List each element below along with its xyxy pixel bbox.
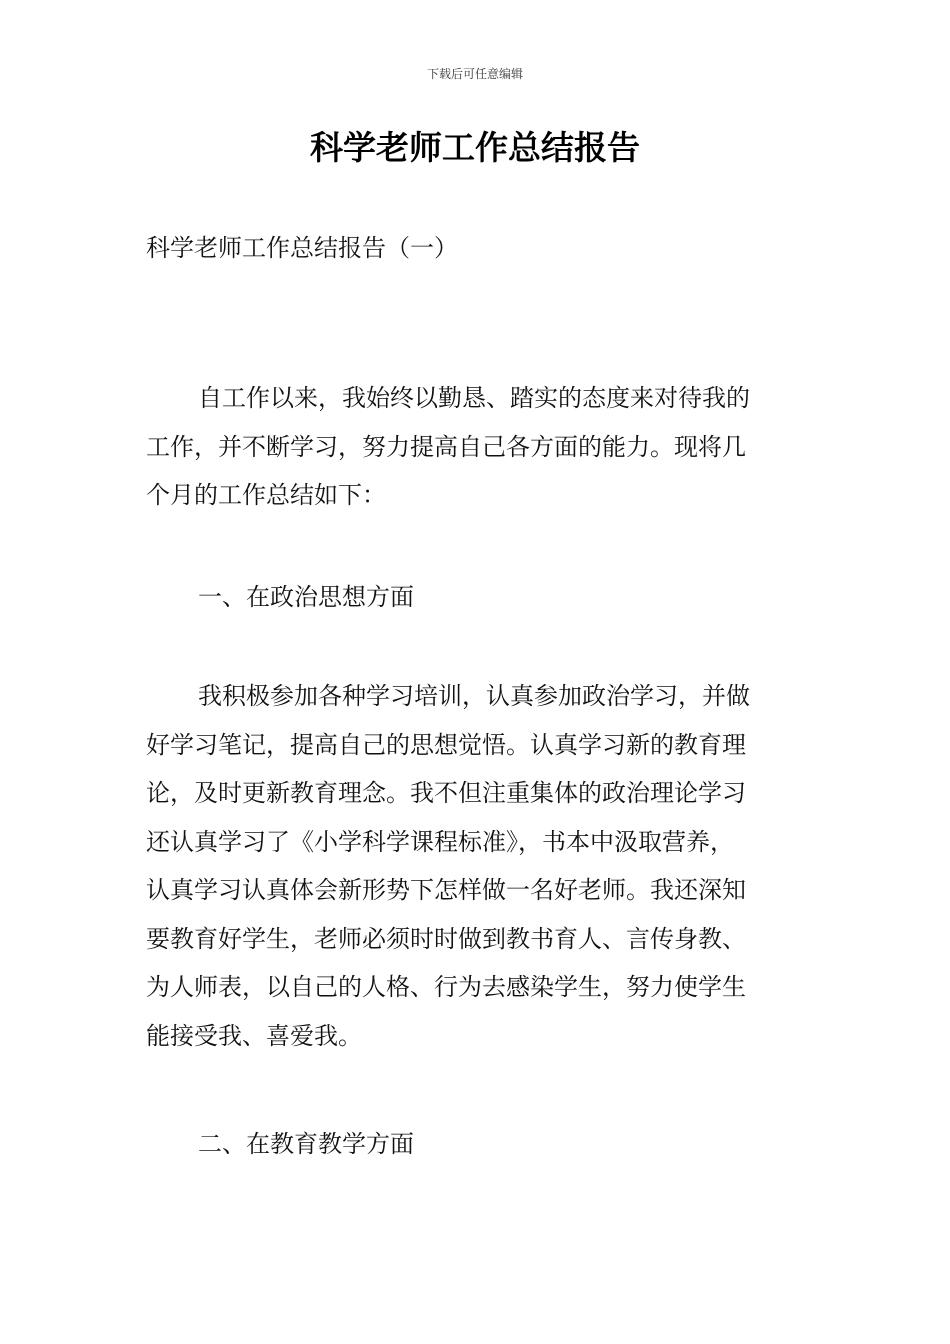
header-note: 下载后可任意编辑 [426,67,523,81]
intro-paragraph [146,374,826,520]
paragraph-line: 能接受我、喜爱我。 [146,1021,362,1050]
paragraph-line: 个月的工作总结如下： [146,481,386,509]
paragraph-line: 要教育好学生，老师必须时时做到教书育人、言传身教、 [146,924,746,953]
section-heading-teaching: 二、在教育教学方面 [198,1130,414,1158]
politics-paragraph [146,672,826,1060]
paragraph-line: 我积极参加各种学习培训，认真参加政治学习，并做 [198,682,750,710]
paragraph-line: 工作，并不断学习，努力提高自己各方面的能力。现将几 [146,432,746,461]
paragraph-line: 认真学习认真体会新形势下怎样做一名好老师。我还深知 [146,876,746,904]
paragraph-line: 好学习笔记，提高自己的思想觉悟。认真学习新的教育理 [146,730,746,759]
paragraph-line: 论，及时更新教育理念。我不但注重集体的政治理论学习 [146,779,746,807]
document-title: 科学老师工作总结报告 [310,128,640,167]
document-subtitle: 科学老师工作总结报告（一） [146,234,458,262]
paragraph-line: 为人师表，以自己的人格、行为去感染学生，努力使学生 [146,973,746,1001]
section-heading-politics: 一、在政治思想方面 [198,583,414,611]
paragraph-line: 还认真学习了《小学科学课程标准》，书本中汲取营养， [146,827,734,856]
paragraph-line: 自工作以来，我始终以勤恳、踏实的态度来对待我的 [198,384,750,412]
